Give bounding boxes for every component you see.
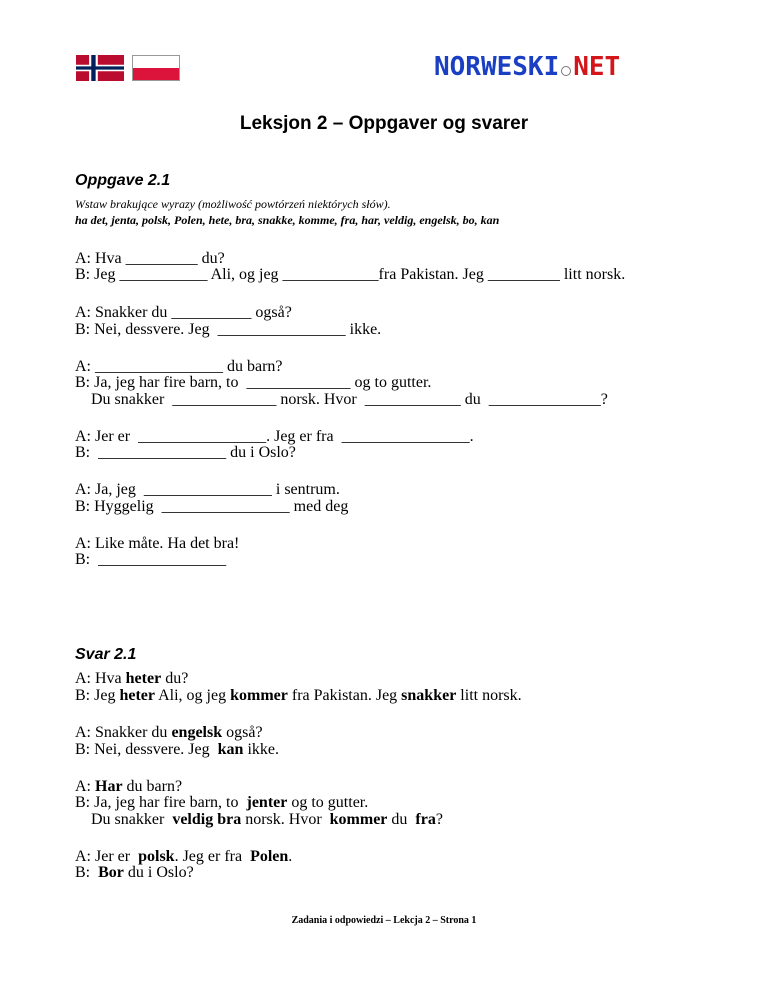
answer-word: kommer bbox=[329, 811, 388, 828]
exercise-line: B: ________________ bbox=[75, 551, 227, 568]
exercise-line: A: Ja, jeg ________________ i sentrum. bbox=[75, 481, 340, 498]
poland-flag-icon bbox=[132, 55, 180, 81]
answer-line: A: Hva heter du? bbox=[75, 670, 189, 687]
exercise-line: B: Hyggelig ________________ med deg bbox=[75, 498, 349, 515]
answer-word: Har bbox=[95, 778, 123, 795]
answer-word: fra bbox=[415, 811, 436, 828]
page-footer: Zadania i odpowiedzi – Lekcja 2 – Strona 1 bbox=[291, 915, 477, 926]
answer-word: polsk bbox=[138, 848, 175, 865]
answer-word: engelsk bbox=[171, 724, 223, 741]
answer-line: A: Snakker du engelsk også? bbox=[75, 724, 263, 741]
exercise-line: A: ________________ du barn? bbox=[75, 358, 283, 375]
site-logo bbox=[434, 52, 704, 84]
answer-word: Bor bbox=[98, 864, 124, 881]
exercise-line: B: Ja, jeg har fire barn, to _____________ og to gutter. bbox=[75, 374, 432, 391]
exercise-line: B: Jeg ___________ Ali, og jeg ____________fra Pakistan. Jeg _________ litt norsk. bbox=[75, 266, 626, 283]
answer-line: B: Ja, jeg har fire barn, to jenter og to gutter. bbox=[75, 794, 369, 811]
answer-word: kommer bbox=[230, 687, 288, 704]
page-title: Leksjon 2 – Oppgaver og svarer bbox=[239, 113, 529, 134]
answer-word: Polen bbox=[250, 848, 289, 865]
exercise-line: B: Nei, dessvere. Jeg ________________ ikke. bbox=[75, 321, 382, 338]
exercise-line: A: Like måte. Ha det bra! bbox=[75, 535, 240, 552]
answer-word: jenter bbox=[246, 794, 288, 811]
answer-word: kan bbox=[217, 741, 244, 758]
answer-line: Du snakker veldig bra norsk. Hvor kommer du fra? bbox=[75, 811, 443, 828]
answer-word: snakker bbox=[401, 687, 457, 704]
word-bank-text: ha det, jenta, polsk, Polen, hete, bra, snakke, komme, fra, har, veldig, engelsk, bo, kan bbox=[75, 213, 500, 227]
answer-line: A: Jer er polsk. Jeg er fra Polen. bbox=[75, 848, 293, 865]
answer-word: veldig bra bbox=[172, 811, 242, 828]
exercise-line: B: ________________ du i Oslo? bbox=[75, 444, 296, 461]
exercise-line: A: Jer er ________________. Jeg er fra ________________. bbox=[75, 428, 474, 445]
logo-part1: NORWESKI bbox=[434, 52, 560, 82]
answer-line: B: Nei, dessvere. Jeg kan ikke. bbox=[75, 741, 279, 758]
exercise-instruction: Wstaw brakujące wyrazy (możliwość powtórzeń niektórych słów). bbox=[75, 197, 391, 211]
answer-word: heter bbox=[125, 670, 162, 687]
answer-word: heter bbox=[119, 687, 155, 704]
exercise-line: A: Snakker du __________ også? bbox=[75, 304, 292, 321]
exercise-line: Du snakker _____________ norsk. Hvor ____________ du ______________? bbox=[75, 391, 608, 408]
answer-line: A: Har du barn? bbox=[75, 778, 183, 795]
answers-heading: Svar 2.1 bbox=[75, 646, 137, 663]
exercise-line: A: Hva _________ du? bbox=[75, 250, 225, 267]
exercise-heading: Oppgave 2.1 bbox=[75, 172, 171, 189]
answer-line: B: Jeg heter Ali, og jeg kommer fra Pakistan. Jeg snakker litt norsk. bbox=[75, 687, 522, 704]
logo-part2: NET bbox=[573, 52, 621, 82]
word-bank bbox=[75, 213, 499, 228]
norway-flag-icon bbox=[76, 55, 124, 81]
answer-line: B: Bor du i Oslo? bbox=[75, 864, 194, 881]
logo-dot-icon bbox=[561, 66, 571, 76]
